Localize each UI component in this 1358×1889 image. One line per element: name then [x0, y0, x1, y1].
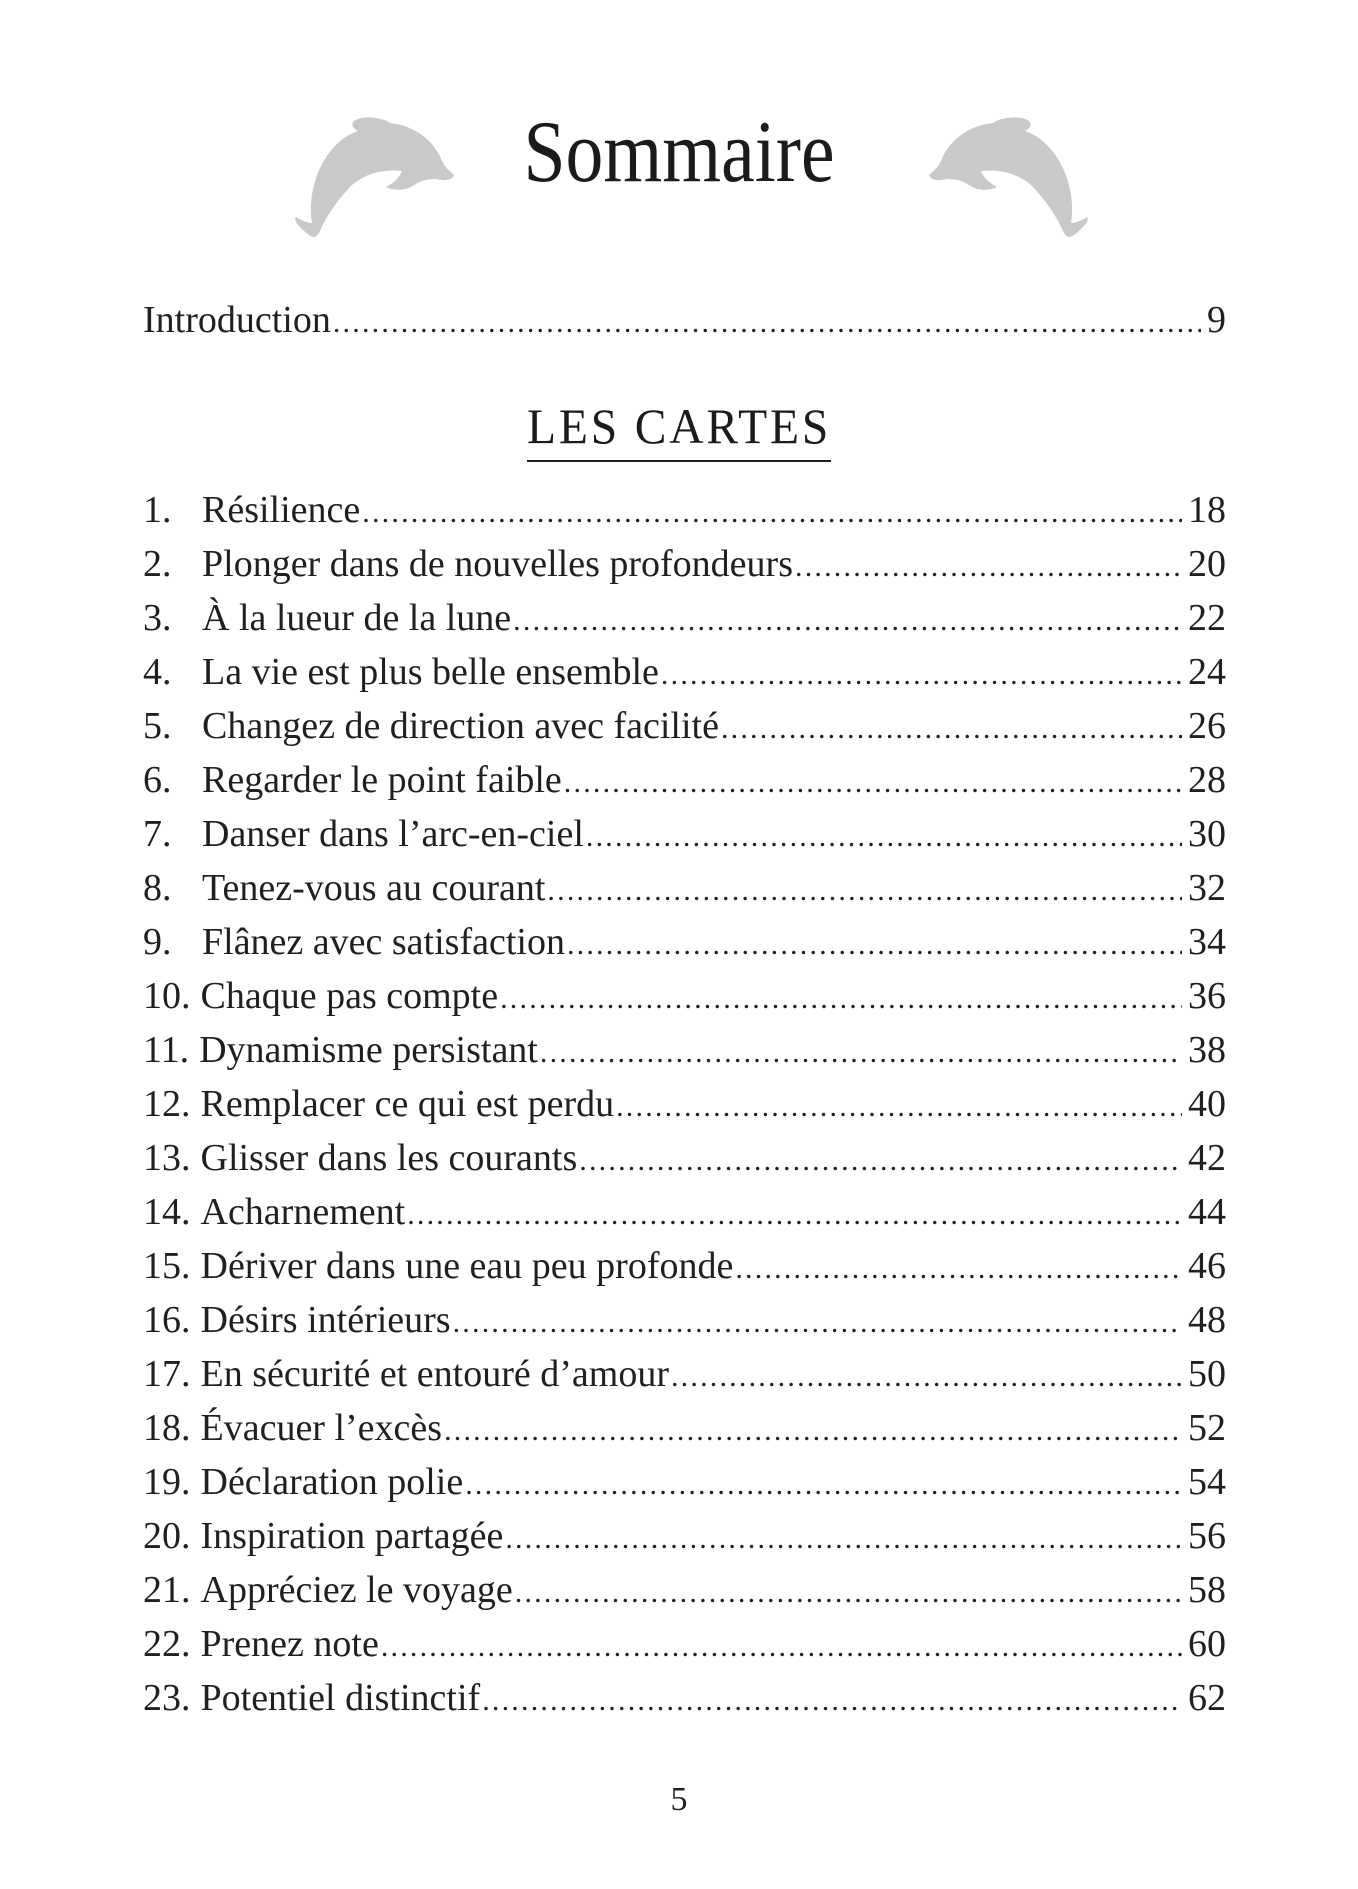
dot-leader	[333, 299, 1201, 344]
dot-leader	[505, 1515, 1182, 1560]
toc-entry-number: 15.	[143, 1245, 191, 1287]
toc-entry-page: 48	[1188, 1299, 1226, 1341]
toc-entry-title: À la lueur de la lune	[202, 597, 512, 639]
toc-entry-number: 14.	[143, 1191, 191, 1233]
dot-leader	[407, 1191, 1182, 1236]
toc-entry-title: Inspiration partagée	[200, 1515, 504, 1557]
toc-entry[interactable]	[143, 594, 1226, 642]
toc-entry[interactable]	[143, 810, 1226, 858]
toc-entry-number: 22.	[143, 1623, 191, 1665]
toc-entry-number: 2.	[143, 543, 172, 585]
toc-entry-number: 4.	[143, 651, 172, 693]
toc-entry-title: Chaque pas compte	[200, 975, 499, 1017]
toc-entry-page: 30	[1188, 813, 1226, 855]
toc-entry-title: La vie est plus belle ensemble	[202, 651, 659, 693]
toc-entry-number: 8.	[143, 867, 172, 909]
toc-entry-number: 9.	[143, 921, 172, 963]
toc-entry-page: 54	[1188, 1461, 1226, 1503]
dot-leader	[661, 651, 1182, 696]
dot-leader	[795, 543, 1182, 588]
toc-entry-title: En sécurité et entouré d’amour	[200, 1353, 669, 1395]
toc-entry-page: 40	[1188, 1083, 1226, 1125]
toc-entry[interactable]	[143, 918, 1226, 966]
dot-leader	[735, 1245, 1182, 1290]
dot-leader	[616, 1083, 1182, 1128]
toc-entry[interactable]	[143, 1566, 1226, 1614]
toc-entry-title: Résilience	[202, 489, 361, 531]
dot-leader	[721, 705, 1182, 750]
toc-entry-page: 26	[1188, 705, 1226, 747]
toc-entry[interactable]	[143, 1242, 1226, 1290]
toc-entry-title: Flânez avec satisfaction	[202, 921, 565, 963]
dot-leader	[482, 1677, 1182, 1722]
dot-leader	[500, 975, 1182, 1020]
toc-entry-page: 62	[1188, 1677, 1226, 1719]
toc-entry-number: 10.	[143, 975, 191, 1017]
toc-entry[interactable]	[143, 540, 1226, 588]
toc-entry-title: Potentiel distinctif	[200, 1677, 481, 1719]
toc-entry-page: 46	[1188, 1245, 1226, 1287]
toc-entry-title: Dynamisme persistant	[199, 1029, 538, 1071]
toc-entry-number: 16.	[143, 1299, 191, 1341]
toc-entry-page: 18	[1188, 489, 1226, 531]
toc-entry[interactable]	[143, 1512, 1226, 1560]
toc-entry[interactable]	[143, 1080, 1226, 1128]
toc-entry-number: 6.	[143, 759, 172, 801]
toc-entry-page: 50	[1188, 1353, 1226, 1395]
toc-entry-number: 20.	[143, 1515, 191, 1557]
dot-leader	[540, 1029, 1182, 1074]
dot-leader	[564, 759, 1182, 804]
toc-entry-number: 5.	[143, 705, 172, 747]
toc-entry-page: 60	[1188, 1623, 1226, 1665]
section-heading	[0, 398, 1358, 462]
dot-leader	[444, 1407, 1182, 1452]
page-number: 5	[670, 1781, 688, 1818]
toc-entry-title: Glisser dans les courants	[200, 1137, 578, 1179]
toc-entry-page: 20	[1188, 543, 1226, 585]
toc-entry[interactable]	[143, 702, 1226, 750]
toc-entry-title: Appréciez le voyage	[200, 1569, 513, 1611]
dot-leader	[381, 1623, 1182, 1668]
toc-entry-page: 24	[1188, 651, 1226, 693]
toc-entry-number: 17.	[143, 1353, 191, 1395]
dot-leader	[515, 1569, 1182, 1614]
toc-entry-title: Plonger dans de nouvelles profondeurs	[202, 543, 793, 585]
dot-leader	[671, 1353, 1182, 1398]
toc-entry[interactable]	[143, 972, 1226, 1020]
toc-entry-page: 38	[1188, 1029, 1226, 1071]
dot-leader	[513, 597, 1182, 642]
page-header	[0, 0, 1358, 260]
toc-entry-number: 23.	[143, 1677, 191, 1719]
toc-entry-number: 13.	[143, 1137, 191, 1179]
section-heading-text: LES CARTES	[527, 398, 831, 462]
dot-leader	[586, 813, 1182, 858]
toc-entry[interactable]	[143, 1458, 1226, 1506]
toc-entry[interactable]	[143, 1350, 1226, 1398]
toc-entry-number: 21.	[143, 1569, 191, 1611]
toc-entry-page: 34	[1188, 921, 1226, 963]
dolphin-icon	[929, 113, 1089, 238]
toc-entry[interactable]	[143, 1188, 1226, 1236]
toc-entry[interactable]	[143, 1674, 1226, 1722]
toc-entry-title: Dériver dans une eau peu profonde	[200, 1245, 734, 1287]
toc-entry[interactable]	[143, 864, 1226, 912]
toc-entry-title: Évacuer l’excès	[200, 1407, 443, 1449]
toc-entry-number: 11.	[143, 1029, 190, 1071]
toc-entry-page: 36	[1188, 975, 1226, 1017]
toc-entry-title: Danser dans l’arc-en-ciel	[202, 813, 584, 855]
dot-leader	[362, 489, 1182, 534]
dot-leader	[465, 1461, 1182, 1506]
toc-entry-page: 22	[1188, 597, 1226, 639]
toc-entry-number: 3.	[143, 597, 172, 639]
toc-entry[interactable]	[143, 1620, 1226, 1668]
toc-entry-page: 52	[1188, 1407, 1226, 1449]
toc-entry-title: Changez de direction avec facilité	[202, 705, 719, 747]
dot-leader	[579, 1137, 1182, 1182]
toc-entry-number: 19.	[143, 1461, 191, 1503]
toc-entry-number: 7.	[143, 813, 172, 855]
page-title: Sommaire	[523, 104, 835, 201]
toc-entry-title: Désirs intérieurs	[200, 1299, 451, 1341]
toc-entry[interactable]	[143, 486, 1226, 534]
toc-entry-introduction[interactable]	[143, 296, 1226, 344]
toc-entry-number: 1.	[143, 489, 172, 531]
toc-entry-title: Déclaration polie	[200, 1461, 464, 1503]
dot-leader	[453, 1299, 1182, 1344]
toc-entry-title: Introduction	[143, 299, 331, 341]
toc-entry-page: 42	[1188, 1137, 1226, 1179]
dot-leader	[567, 921, 1182, 966]
toc-entry[interactable]	[143, 1026, 1226, 1074]
toc-entry[interactable]	[143, 756, 1226, 804]
toc-entry-title: Remplacer ce qui est perdu	[200, 1083, 615, 1125]
toc-entry-number: 12.	[143, 1083, 191, 1125]
toc-entry-page: 28	[1188, 759, 1226, 801]
toc-entry-page: 56	[1188, 1515, 1226, 1557]
dot-leader	[547, 867, 1182, 912]
toc-entry[interactable]	[143, 1404, 1226, 1452]
toc-entry[interactable]	[143, 1134, 1226, 1182]
toc-entry-page: 58	[1188, 1569, 1226, 1611]
toc-entry-page: 32	[1188, 867, 1226, 909]
toc-entry-title: Prenez note	[200, 1623, 379, 1665]
toc-entry-title: Acharnement	[200, 1191, 406, 1233]
toc-entry[interactable]	[143, 1296, 1226, 1344]
toc-entry-page: 44	[1188, 1191, 1226, 1233]
toc-entry-title: Tenez-vous au courant	[202, 867, 546, 909]
toc-entry-page: 9	[1207, 299, 1226, 341]
toc-entry-title: Regarder le point faible	[202, 759, 562, 801]
toc-entry-number: 18.	[143, 1407, 191, 1449]
toc-entry[interactable]	[143, 648, 1226, 696]
